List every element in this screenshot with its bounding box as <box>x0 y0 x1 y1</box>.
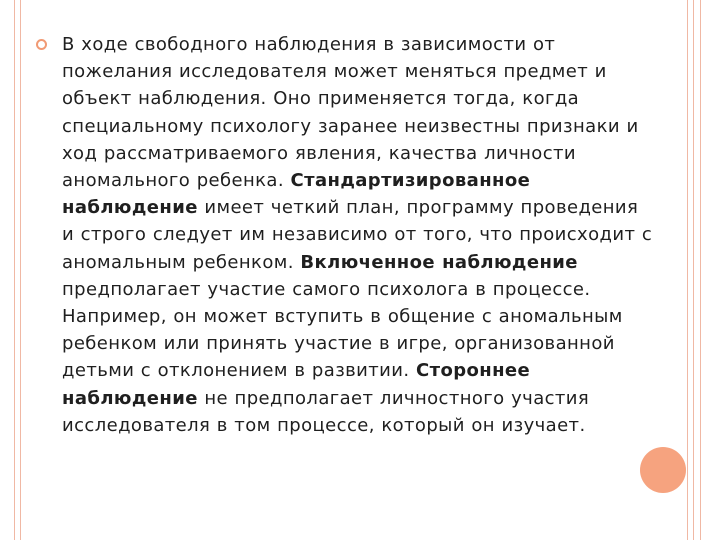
right-frame-line-inner <box>687 0 688 540</box>
right-frame-line-middle <box>693 0 694 540</box>
paragraph-text-2: имеет четкий план, программу проведения и строго следует им независимо от того, что происходит с аномальным ребенком. <box>62 197 653 273</box>
term-external-observation: Стороннее наблюдение <box>62 360 531 409</box>
term-participant-observation: Включенное наблюдение <box>300 251 578 273</box>
paragraph-text-1: В ходе свободного наблюдения в зависимости от пожелания исследователя может меняться предмет и объект наблюдения. Оно применяется тогда, когда специальному психологу заранее неизвестны признаки и ход рассматриваемого явления, качества личности аномального ребенка. <box>62 34 639 192</box>
bullet-item <box>36 31 656 439</box>
decorative-circle <box>640 447 686 493</box>
paragraph-text-4: не предполагает личностного участия исследователя в том процессе, который он изучает. <box>62 387 590 436</box>
slide-content <box>36 31 656 439</box>
paragraph-text-3: предполагает участие самого психолога в процессе. Например, он может вступить в общение с аномальным ребенком или принять участие в игре, организованной детьми с отклонением в развитии. <box>62 278 623 382</box>
left-frame-line-outer <box>14 0 15 540</box>
left-frame-line-inner <box>20 0 21 540</box>
bullet-paragraph <box>62 31 656 439</box>
right-frame-line-outer <box>700 0 701 540</box>
term-standardized-observation: Стандартизированное наблюдение <box>62 170 531 219</box>
bullet-circle-icon <box>36 39 47 50</box>
